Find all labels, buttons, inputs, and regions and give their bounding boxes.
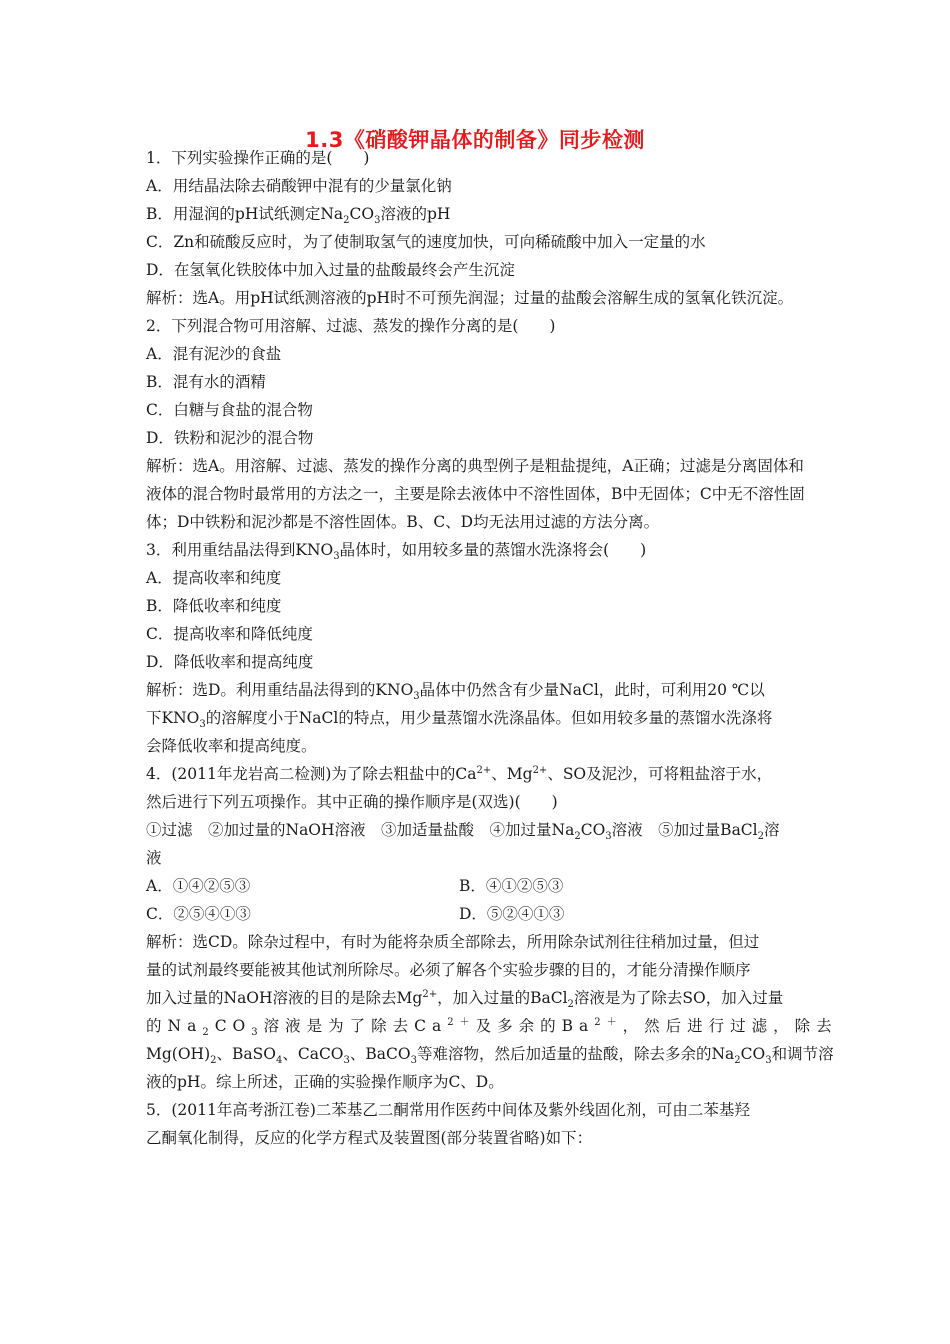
q3-analysis-line3: 会降低收率和提高纯度。 [146, 737, 317, 755]
q2-option-a: A．混有泥沙的食盐 [146, 345, 282, 363]
q3-analysis-line2: 下$KNO_3$的溶解度小于NaCl的特点，用少量蒸馏水洗涤晶体。但如用较多量的蒸馏水洗涤将 [146, 709, 773, 731]
document-title: 1.3《硝酸钾晶体的制备》同步检测 [305, 128, 645, 152]
q1-option-d: D．在氢氧化铁胶体中加入过量的盐酸最终会产生沉淀 [146, 261, 515, 279]
q3-option-b: B．降低收率和纯度 [146, 597, 282, 615]
q1-analysis: 解析：选A。用pH试纸测溶液的pH时不可预先润湿；过量的盐酸会溶解生成的氢氧化铁沉淀。 [146, 289, 794, 307]
q4-operations: ①过滤 ②加过量的NaOH溶液 ③加适量盐酸 ④加过量$Na_2CO_3$溶液 ⑤加过量BaCl$_2$溶 [146, 821, 780, 843]
q3-analysis-line1: 解析：选D。利用重结晶法得到的$KNO_3$晶体中仍然含有少量NaCl，此时，可利用20 ℃以 [146, 681, 765, 703]
q4-option-d: D．⑤②④①③ [459, 905, 565, 923]
q1-option-a: A．用结晶法除去硝酸钾中混有的少量氯化钠 [146, 177, 452, 195]
q3-option-d: D．降低收率和提高纯度 [146, 653, 314, 671]
q4-option-b: B．④①②⑤③ [459, 877, 564, 895]
q2-stem: 2．下列混合物可用溶解、过滤、蒸发的操作分离的是( ) [146, 317, 556, 335]
q4-stem-line2: 然后进行下列五项操作。其中正确的操作顺序是(双选)( ) [146, 793, 558, 811]
q4-options-row1 [146, 872, 806, 900]
q4-analysis-line5: $Mg(OH)_2$、BaSO$_4$、CaCO$_3$、BaCO$_3$等难溶物，然后加适量的盐酸，除去多余的$Na_2CO_3$和调节溶 [146, 1045, 834, 1067]
q4-analysis-line6: 液的pH。综上所述，正确的实验操作顺序为C、D。 [146, 1073, 504, 1091]
q4-analysis-line4: 的$Na_2CO_3$溶液是为了除去$Ca^{2+}$及多余的$Ba^{2+}$，然后进行过滤，除去 [146, 1016, 838, 1039]
q2-option-c: C．白糖与食盐的混合物 [146, 401, 313, 419]
document-body [146, 144, 838, 1152]
q4-operations-line2: 液 [146, 849, 162, 867]
q4-options-row2 [146, 900, 806, 928]
q1-option-c: C．Zn和硫酸反应时，为了使制取氢气的速度加快，可向稀硫酸中加入一定量的水 [146, 233, 706, 251]
q4-option-c: C．②⑤④①③ [146, 905, 251, 923]
q4-stem-line1: 4．(2011年龙岩高二检测)为了除去粗盐中的$Ca^{2+}$、$Mg^{2+}$、SO及泥沙，可将粗盐溶于水， [146, 764, 773, 783]
q3-stem: 3．利用重结晶法得到$KNO_3$晶体时，如用较多量的蒸馏水洗涤将会( ) [146, 541, 647, 563]
q4-option-a: A．①④②⑤③ [146, 877, 251, 895]
q4-analysis-line3: 加入过量的NaOH溶液的目的是除去$Mg^{2+}$，加入过量的BaCl$_2$溶液是为了除去SO，加入过量 [146, 988, 784, 1011]
q5-stem-line2: 乙酮氧化制得，反应的化学方程式及装置图(部分装置省略)如下： [146, 1129, 593, 1147]
q3-option-c: C．提高收率和降低纯度 [146, 625, 313, 643]
q2-option-b: B．混有水的酒精 [146, 373, 266, 391]
q1-stem: 1．下列实验操作正确的是( ) [146, 149, 370, 167]
q1-option-b: B．用湿润的pH试纸测定$Na_2CO_3$溶液的pH [146, 205, 451, 227]
q4-analysis-line2: 量的试剂最终要能被其他试剂所除尽。必须了解各个实验步骤的目的，才能分清操作顺序 [146, 961, 751, 979]
q2-option-d: D．铁粉和泥沙的混合物 [146, 429, 314, 447]
q2-analysis: 解析：选A。用溶解、过滤、蒸发的操作分离的典型例子是粗盐提纯，A正确；过滤是分离固体和液体的混合物时最常用的方法之一，主要是除去液体中不溶性固体，B中无固体；C中无不溶性固体；D中铁粉和泥沙都是不溶性固体。B、C、D均无法用过滤的方法分离。 [146, 457, 805, 531]
q4-analysis-line1: 解析：选CD。除杂过程中，有时为能将杂质全部除去，所用除杂试剂往往稍加过量，但过 [146, 933, 760, 951]
q3-option-a: A．提高收率和纯度 [146, 569, 282, 587]
q5-stem-line1: 5．(2011年高考浙江卷)二苯基乙二酮常用作医药中间体及紫外线固化剂，可由二苯基羟 [146, 1101, 750, 1119]
